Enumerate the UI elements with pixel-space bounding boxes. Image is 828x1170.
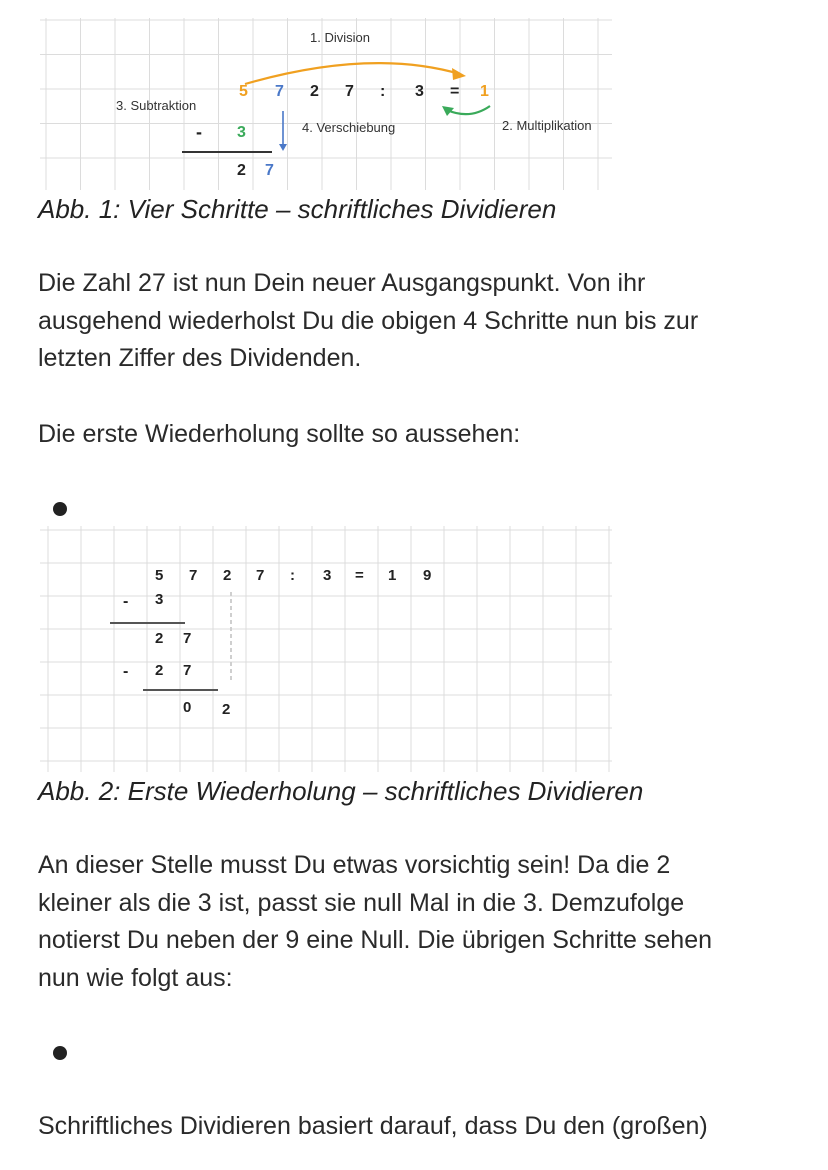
paragraph-line: Schriftliches Dividieren basiert darauf, dass Du den (großen) (38, 1112, 708, 1140)
quotient-digit-1: 1 (388, 567, 397, 584)
paragraph-careful-note (38, 847, 798, 997)
figure-2-caption: Abb. 2: Erste Wiederholung – schriftliches Dividieren (38, 776, 644, 806)
row2-digit-2: 7 (183, 630, 192, 647)
digit-2: 7 (275, 83, 284, 100)
figure-2-diagram (40, 526, 612, 772)
paragraph-line: letzten Ziffer des Dividenden. (38, 344, 362, 372)
row3-digit-2: 2 (222, 701, 231, 718)
row3-digit-1: 0 (183, 699, 192, 716)
paragraph-line: ausgehend wiederholst Du die obigen 4 Schritte nun bis zur (38, 306, 699, 335)
digit-1: 5 (155, 567, 164, 584)
divisor: 3 (415, 83, 424, 100)
digit-1: 5 (239, 83, 248, 100)
label-shift: 4. Verschiebung (302, 120, 396, 135)
minus-sign: - (196, 122, 202, 142)
division-arrow (245, 63, 460, 84)
minus-sign-2: - (123, 663, 129, 680)
quotient-digit-2: 9 (423, 567, 432, 584)
subtrahend-2-digit-2: 7 (183, 662, 192, 679)
paragraph-line: Die erste Wiederholung sollte so aussehen: (38, 420, 521, 448)
subtrahend-2-digit-1: 2 (155, 662, 164, 679)
label-division: 1. Division (310, 30, 370, 45)
bullet-point (53, 502, 67, 516)
paragraph-basis (38, 1108, 798, 1146)
row2-digit-1: 2 (155, 630, 164, 647)
digit-3: 2 (223, 567, 232, 584)
paragraph-line: kleiner als die 3 ist, passt sie null Mal in die 3. Demzufolge (38, 888, 685, 917)
digit-2: 7 (189, 567, 198, 584)
paragraph-line: An dieser Stelle musst Du etwas vorsichtig sein! Da die 2 (38, 851, 671, 879)
subtrahend-1: 3 (155, 591, 164, 608)
remainder-digit-1: 2 (237, 162, 246, 179)
quotient-digit: 1 (480, 83, 489, 100)
digit-4: 7 (256, 567, 265, 584)
minus-sign-1: - (123, 593, 129, 610)
label-subtraction: 3. Subtraktion (116, 98, 197, 113)
subtrahend: 3 (237, 124, 246, 141)
equals-sign: = (450, 83, 460, 100)
paragraph-line: nun wie folgt aus: (38, 963, 233, 992)
figure-1-four-steps (40, 18, 612, 190)
digit-4: 7 (345, 83, 354, 100)
equals-sign: = (355, 567, 364, 584)
label-multiplication: 2. Multiplikation (502, 118, 592, 133)
divisor: 3 (323, 567, 332, 584)
multiplication-arrow (447, 106, 490, 114)
figure-2-first-repetition (40, 526, 612, 772)
figure-1-diagram (40, 18, 612, 190)
paragraph-new-starting-point (38, 265, 798, 378)
digit-3: 2 (310, 83, 319, 100)
figure-1-caption: Abb. 1: Vier Schritte – schriftliches Dividieren (38, 194, 557, 224)
operator-divide: : (290, 567, 295, 584)
division-arrowhead (452, 68, 466, 80)
paragraph-first-repetition (38, 416, 798, 454)
bullet-point (53, 1046, 67, 1060)
shift-arrowhead (279, 144, 287, 151)
paragraph-line: Die Zahl 27 ist nun Dein neuer Ausgangspunkt. Von ihr (38, 269, 646, 297)
operator-divide: : (380, 83, 386, 100)
paragraph-line: notierst Du neben der 9 eine Null. Die übrigen Schritte sehen (38, 926, 713, 954)
remainder-digit-2: 7 (265, 162, 274, 179)
